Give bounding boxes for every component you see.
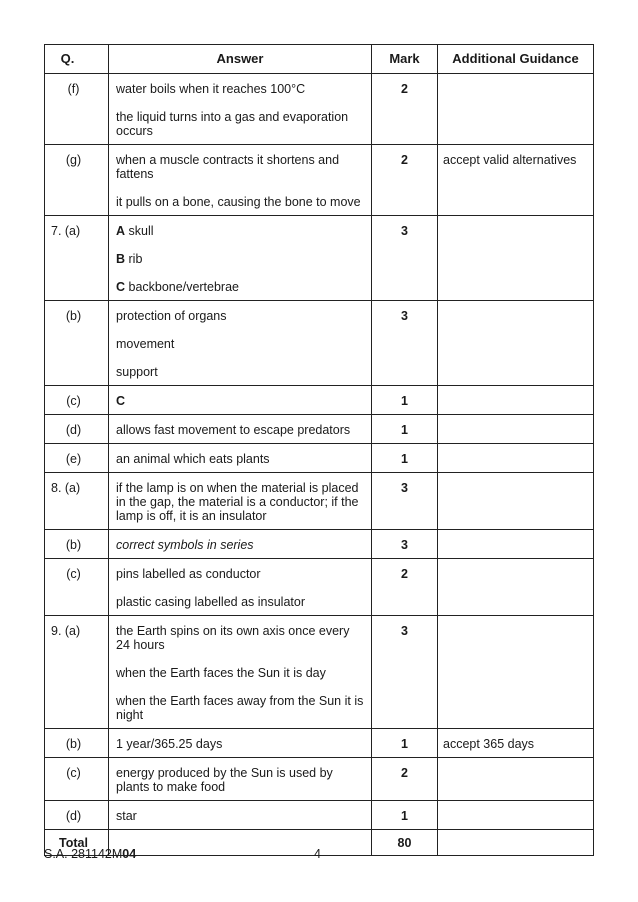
table-row bbox=[45, 801, 594, 830]
table-row bbox=[45, 74, 594, 145]
answer-line: plastic casing labelled as insulator bbox=[116, 595, 305, 609]
additional-guidance bbox=[438, 559, 594, 616]
table-row bbox=[45, 530, 594, 559]
mark-value: 3 bbox=[372, 301, 438, 386]
label-text: backbone/vertebrae bbox=[125, 280, 239, 294]
additional-guidance: accept valid alternatives bbox=[438, 145, 594, 216]
question-number: (f) bbox=[45, 74, 109, 145]
header-answer: Answer bbox=[109, 45, 372, 74]
answer-line: energy produced by the Sun is used by plants to make food bbox=[116, 766, 333, 794]
table-row bbox=[45, 616, 594, 729]
header-guidance: Additional Guidance bbox=[438, 45, 594, 74]
additional-guidance bbox=[438, 473, 594, 530]
answer-line bbox=[116, 252, 365, 266]
total-label: Total bbox=[45, 830, 109, 856]
table-row bbox=[45, 559, 594, 616]
answer-line: it pulls on a bone, causing the bone to move bbox=[116, 195, 361, 209]
answer-line: correct symbols in series bbox=[116, 538, 254, 552]
question-number: (b) bbox=[45, 301, 109, 386]
answer-cell bbox=[109, 473, 372, 530]
mark-scheme-table bbox=[44, 44, 594, 856]
question-number: (c) bbox=[45, 386, 109, 415]
question-number: (b) bbox=[45, 530, 109, 559]
answer-line: water boils when it reaches 100°C bbox=[116, 82, 306, 96]
header-row bbox=[45, 45, 594, 74]
answer-cell bbox=[109, 801, 372, 830]
answer-cell bbox=[109, 415, 372, 444]
page-number: 4 bbox=[314, 847, 321, 861]
header-mark: Mark bbox=[372, 45, 438, 74]
answer-line: an animal which eats plants bbox=[116, 452, 270, 466]
document-reference bbox=[44, 847, 136, 861]
mark-value: 1 bbox=[372, 729, 438, 758]
mark-value: 2 bbox=[372, 559, 438, 616]
mark-value: 1 bbox=[372, 444, 438, 473]
table-row bbox=[45, 415, 594, 444]
mark-value: 2 bbox=[372, 74, 438, 145]
answer-line: when the Earth faces away from the Sun it is night bbox=[116, 694, 364, 722]
additional-guidance bbox=[438, 216, 594, 301]
additional-guidance bbox=[438, 386, 594, 415]
reference-suffix: 04 bbox=[122, 847, 137, 861]
reference-prefix: S.A. 281142M bbox=[44, 847, 123, 861]
answer-line: protection of organs bbox=[116, 309, 227, 323]
answer-cell bbox=[109, 386, 372, 415]
answer-line: support bbox=[116, 365, 158, 379]
mark-value: 3 bbox=[372, 216, 438, 301]
table-row bbox=[45, 444, 594, 473]
label-text: skull bbox=[125, 224, 154, 238]
answer-line: the Earth spins on its own axis once every 24 hours bbox=[116, 624, 350, 652]
question-number: (b) bbox=[45, 729, 109, 758]
table-row bbox=[45, 301, 594, 386]
question-number: (c) bbox=[45, 758, 109, 801]
answer-line: when a muscle contracts it shortens and fattens bbox=[116, 153, 340, 181]
additional-guidance: accept 365 days bbox=[438, 729, 594, 758]
question-number: (d) bbox=[45, 415, 109, 444]
answer-line: C bbox=[116, 394, 126, 408]
mark-value: 2 bbox=[372, 145, 438, 216]
additional-guidance bbox=[438, 444, 594, 473]
answer-cell bbox=[109, 74, 372, 145]
answer-line: star bbox=[116, 809, 137, 823]
table-row bbox=[45, 729, 594, 758]
question-number: 8. (a) bbox=[45, 473, 109, 530]
mark-value: 1 bbox=[372, 386, 438, 415]
total-answer-cell bbox=[109, 830, 372, 856]
table-row bbox=[45, 386, 594, 415]
additional-guidance bbox=[438, 74, 594, 145]
additional-guidance bbox=[438, 801, 594, 830]
answer-cell bbox=[109, 616, 372, 729]
mark-value: 3 bbox=[372, 473, 438, 530]
total-mark: 80 bbox=[372, 830, 438, 856]
answer-cell bbox=[109, 216, 372, 301]
question-number: (d) bbox=[45, 801, 109, 830]
answer-line: when the Earth faces the Sun it is day bbox=[116, 666, 326, 680]
answer-line: if the lamp is on when the material is placed in the gap, the material is a conductor; if the lamp is off, it is an insulator bbox=[116, 481, 359, 523]
mark-value: 2 bbox=[372, 758, 438, 801]
answer-line bbox=[116, 280, 365, 294]
answer-cell bbox=[109, 530, 372, 559]
mark-value: 3 bbox=[372, 530, 438, 559]
answer-cell bbox=[109, 301, 372, 386]
additional-guidance bbox=[438, 616, 594, 729]
answer-line: allows fast movement to escape predators bbox=[116, 423, 351, 437]
additional-guidance bbox=[438, 530, 594, 559]
answer-line: 1 year/365.25 days bbox=[116, 737, 223, 751]
table-row bbox=[45, 145, 594, 216]
label-letter: C bbox=[116, 280, 126, 294]
answer-cell bbox=[109, 758, 372, 801]
answer-cell bbox=[109, 559, 372, 616]
mark-value: 1 bbox=[372, 415, 438, 444]
total-guidance-cell bbox=[438, 830, 594, 856]
table-row bbox=[45, 473, 594, 530]
table-body bbox=[45, 74, 594, 830]
additional-guidance bbox=[438, 301, 594, 386]
label-letter: A bbox=[116, 224, 126, 238]
table-row bbox=[45, 758, 594, 801]
question-number: 7. (a) bbox=[45, 216, 109, 301]
question-number: (g) bbox=[45, 145, 109, 216]
answer-line: movement bbox=[116, 337, 175, 351]
answer-cell bbox=[109, 444, 372, 473]
header-q: Q. bbox=[45, 45, 109, 74]
answer-line: the liquid turns into a gas and evaporation occurs bbox=[116, 110, 349, 138]
answer-cell bbox=[109, 145, 372, 216]
question-number: 9. (a) bbox=[45, 616, 109, 729]
answer-line: pins labelled as conductor bbox=[116, 567, 261, 581]
mark-value: 1 bbox=[372, 801, 438, 830]
additional-guidance bbox=[438, 758, 594, 801]
additional-guidance bbox=[438, 415, 594, 444]
question-number: (e) bbox=[45, 444, 109, 473]
question-number: (c) bbox=[45, 559, 109, 616]
label-letter: B bbox=[116, 252, 126, 266]
answer-cell bbox=[109, 729, 372, 758]
label-text: rib bbox=[125, 252, 143, 266]
answer-line bbox=[116, 224, 365, 238]
mark-value: 3 bbox=[372, 616, 438, 729]
table-row bbox=[45, 216, 594, 301]
